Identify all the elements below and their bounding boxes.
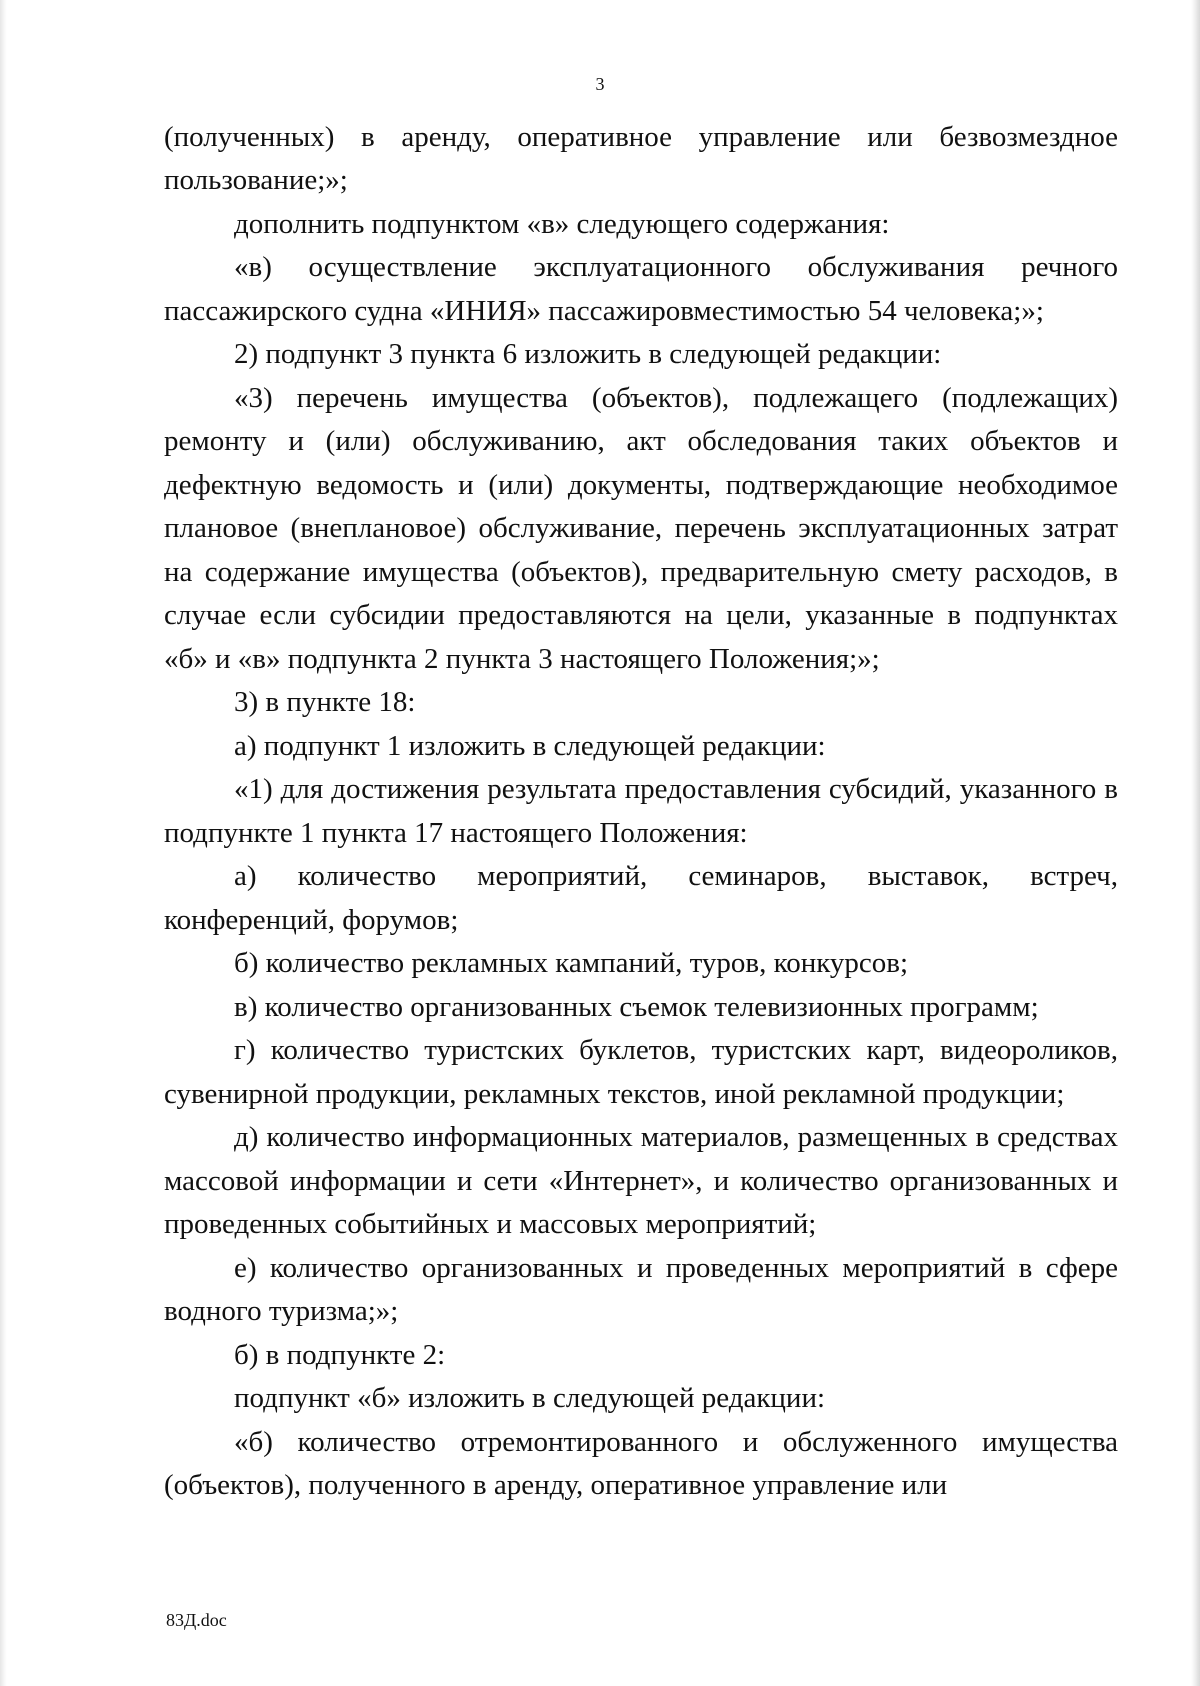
paragraph: 3) в пункте 18:	[234, 686, 416, 718]
document-body	[164, 116, 1118, 1508]
paragraph: дополнить подпунктом «в» следующего содержания:	[234, 207, 890, 240]
paragraph: «б) количество отремонтированного и обслуженного имущества (объектов), полученного в аренду, оперативное управление или	[164, 1425, 1118, 1501]
paragraph: «3) перечень имущества (объектов), подлежащего (подлежащих) ремонту и (или) обслуживанию, акт обследования таких объектов и дефектную ведомость и (или) документы, подтверждающие необходимое плановое (внеплановое) обслуживание, перечень эксплуатационных затрат на содержание имущества (объектов), предварительную смету расходов, в случае если субсидии предоставляются на цели, указанные в подпунктах «б» и «в» подпункта 2 пункта 3 настоящего Положения;»;	[164, 381, 1118, 675]
paragraph: «1) для достижения результата предоставления субсидий, указанного в подпункте 1 пункта 17 настоящего Положения:	[164, 773, 1118, 849]
paragraph-continuation: (полученных) в аренду, оперативное управление или безвозмездное пользование;»;	[164, 120, 1118, 196]
paragraph: 2) подпункт 3 пункта 6 изложить в следующей редакции:	[234, 338, 942, 370]
paragraph: подпункт «б» изложить в следующей редакции:	[234, 1382, 826, 1414]
paragraph: а) подпункт 1 изложить в следующей редакции:	[234, 729, 826, 762]
paragraph: б) в подпункте 2:	[234, 1338, 446, 1371]
paragraph: «в) осуществление эксплуатационного обслуживания речного пассажирского судна «ИНИЯ» пассажировместимостью 54 человека;»;	[164, 251, 1118, 327]
paragraph: б) количество рекламных кампаний, туров, конкурсов;	[234, 947, 909, 979]
scan-edge-right	[1191, 0, 1200, 1686]
paragraph: е) количество организованных и проведенных мероприятий в сфере водного туризма;»;	[164, 1251, 1118, 1327]
paragraph: а) количество мероприятий, семинаров, выставок, встреч, конференций, форумов;	[164, 860, 1118, 936]
paragraph: г) количество туристских буклетов, туристских карт, видеороликов, сувенирной продукции, рекламных текстов, иной рекламной продукции;	[164, 1034, 1118, 1110]
scan-edge-left	[0, 0, 7, 1686]
paragraph: д) количество информационных материалов, размещенных в средствах массовой информации и сети «Интернет», и количество организованных и проведенных событийных и массовых мероприятий;	[164, 1121, 1118, 1240]
page-number: 3	[595, 74, 605, 94]
footer-filename: 83Д.doc	[166, 1610, 227, 1630]
paragraph: в) количество организованных съемок телевизионных программ;	[234, 990, 1039, 1023]
